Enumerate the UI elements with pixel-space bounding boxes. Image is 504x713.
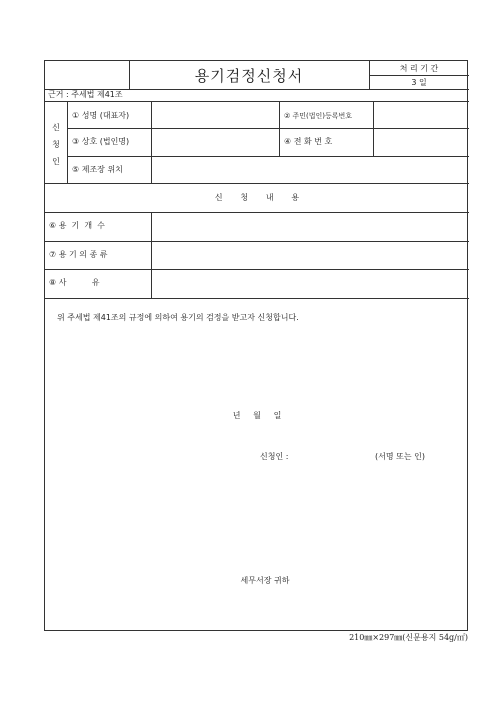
business-name-field[interactable] <box>152 129 279 155</box>
container-count-label: ⑥ 용 기 개 수 <box>49 221 105 230</box>
paper-size-note: 210㎜×297㎜(신문용지 54g/㎡) <box>349 633 468 642</box>
name-label: ① 성명 (대표자) <box>72 111 130 120</box>
container-type-field[interactable] <box>152 242 468 269</box>
container-count-field[interactable] <box>152 213 468 240</box>
factory-location-field[interactable] <box>152 157 468 183</box>
applicant-section-label: 신 청 인 <box>52 123 60 166</box>
addressee: 세무서장 귀하 <box>240 576 290 585</box>
request-bottom-line <box>45 298 469 299</box>
applicant-signature-field[interactable] <box>305 448 371 464</box>
reason-field[interactable] <box>152 270 468 297</box>
request-contents-header: 신 청 내 용 <box>214 193 300 202</box>
form-title: 용기검정신청서 <box>194 67 304 85</box>
container-type-label: ⑦ 용 기 의 종 류 <box>49 250 108 259</box>
application-form <box>44 60 468 631</box>
processing-divider <box>369 75 469 76</box>
title-left-divider <box>129 61 130 89</box>
signature-note: (서명 또는 인) <box>375 452 425 461</box>
application-statement: 위 주세법 제41조의 규정에 의하여 용기의 검정을 받고자 신청합니다. <box>57 313 299 322</box>
resident-number-field[interactable] <box>374 102 468 128</box>
name-field[interactable] <box>152 102 279 128</box>
processing-period-label: 처 리 기 간 <box>399 64 439 73</box>
phone-label: ④ 전 화 번 호 <box>284 137 333 146</box>
applicant-label-divider <box>67 101 68 183</box>
resident-number-label: ② 주민(법인)등록번호 <box>284 112 353 120</box>
phone-field[interactable] <box>374 129 468 155</box>
legal-basis: 근거 : 주세법 제41조 <box>48 90 123 99</box>
processing-period-value: 3 일 <box>411 78 427 87</box>
reason-label: ⑧ 사 유 <box>49 278 100 287</box>
applicant-bottom-line <box>45 183 469 184</box>
date-line: 년 월 일 <box>232 411 282 420</box>
business-name-label: ③ 상호 (법인명) <box>72 137 130 146</box>
applicant-signature-label: 신청인 : <box>260 452 289 461</box>
factory-location-label: ⑤ 제조장 위치 <box>72 165 123 174</box>
